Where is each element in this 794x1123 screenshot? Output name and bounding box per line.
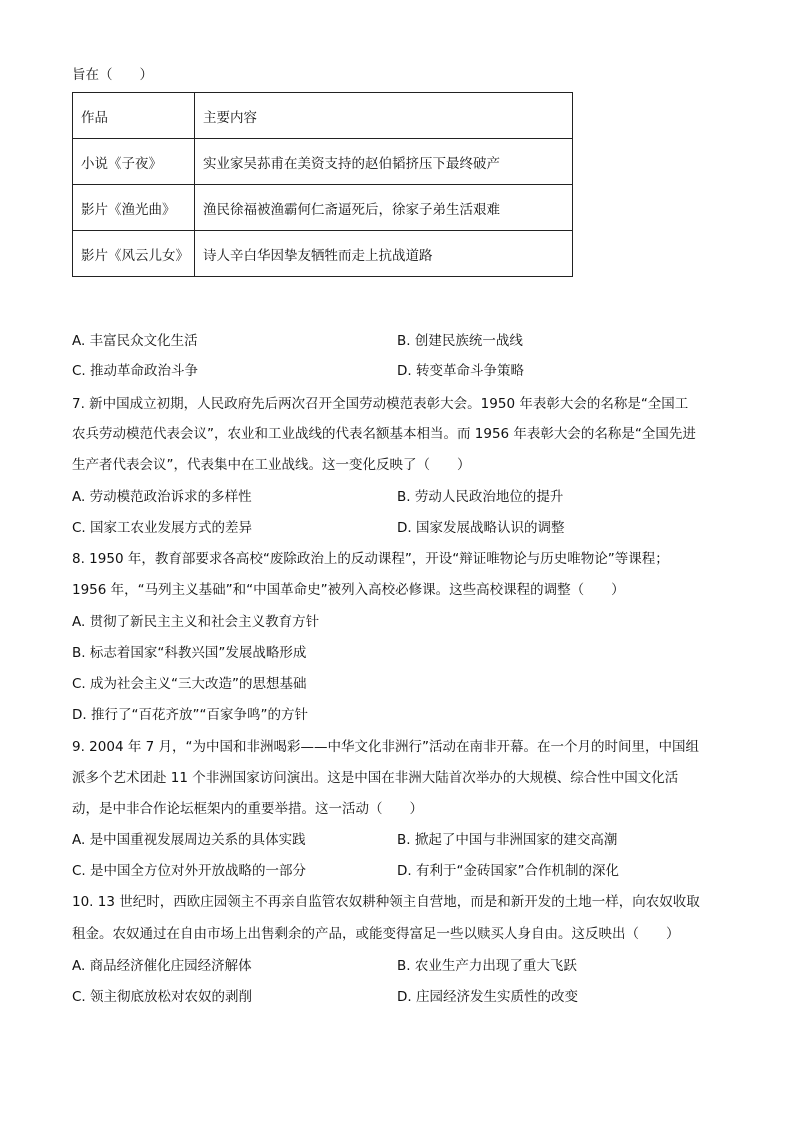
q9-option-b[interactable]: B. 掀起了中国与非洲国家的建交高潮: [397, 832, 618, 848]
table-row: [73, 185, 573, 231]
question-9-line-2: 派多个艺术团赴 11 个非洲国家访问演出。这是中国在非洲大陆首次举办的大规模、综合性中国文化活: [72, 770, 679, 786]
q10-option-c[interactable]: C. 领主彻底放松对农奴的剥削: [72, 989, 253, 1005]
table-cell: 小说《子夜》: [73, 139, 195, 185]
question-6-stem-tail: 旨在（ ）: [72, 67, 153, 83]
q9-option-a[interactable]: A. 是中国重视发展周边关系的具体实践: [72, 832, 306, 848]
question-7-line-1: 7. 新中国成立初期，人民政府先后两次召开全国劳动模范表彰大会。1950 年表彰大会的名称是“全国工: [72, 396, 689, 412]
table-cell: 实业家吴荪甫在美资支持的赵伯韬挤压下最终破产: [195, 139, 573, 185]
q7-option-b[interactable]: B. 劳动人民政治地位的提升: [397, 489, 564, 505]
works-table: [72, 92, 573, 277]
question-10-line-2: 租金。农奴通过在自由市场上出售剩余的产品，或能变得富足一些以赎买人身自由。这反映出（ ）: [72, 926, 680, 942]
q6-option-d[interactable]: D. 转变革命斗争策略: [397, 363, 524, 379]
q7-option-c[interactable]: C. 国家工农业发展方式的差异: [72, 520, 253, 536]
question-7-line-3: 生产者代表会议”，代表集中在工业战线。这一变化反映了（ ）: [72, 457, 471, 473]
q7-option-d[interactable]: D. 国家发展战略认识的调整: [397, 520, 565, 536]
q6-option-a[interactable]: A. 丰富民众文化生活: [72, 333, 198, 349]
q10-option-a[interactable]: A. 商品经济催化庄园经济解体: [72, 958, 252, 974]
q9-option-d[interactable]: D. 有利于“金砖国家”合作机制的深化: [397, 863, 619, 879]
table-header-cell: 主要内容: [195, 93, 573, 139]
table-cell: 渔民徐福被渔霸何仁斋逼死后，徐家子弟生活艰难: [195, 185, 573, 231]
q8-option-c[interactable]: C. 成为社会主义“三大改造”的思想基础: [72, 676, 307, 692]
table-header-cell: 作品: [73, 93, 195, 139]
table-cell: 诗人辛白华因挚友牺牲而走上抗战道路: [195, 231, 573, 277]
q6-option-b[interactable]: B. 创建民族统一战线: [397, 333, 523, 349]
table-cell: 影片《风云儿女》: [73, 231, 195, 277]
q8-option-d[interactable]: D. 推行了“百花齐放”“百家争鸣”的方针: [72, 707, 308, 723]
question-8-line-1: 8. 1950 年，教育部要求各高校“废除政治上的反动课程”，开设“辩证唯物论与历史唯物论”等课程；: [72, 551, 669, 567]
q10-option-b[interactable]: B. 农业生产力出现了重大飞跃: [397, 958, 577, 974]
table-header-row: [73, 93, 573, 139]
question-9-line-1: 9. 2004 年 7 月，“为中国和非洲喝彩——中华文化非洲行”活动在南非开幕。在一个月的时间里，中国组: [72, 739, 699, 755]
table-row: [73, 231, 573, 277]
q7-option-a[interactable]: A. 劳动模范政治诉求的多样性: [72, 489, 252, 505]
table-cell: 影片《渔光曲》: [73, 185, 195, 231]
q8-option-b[interactable]: B. 标志着国家“科教兴国”发展战略形成: [72, 645, 307, 661]
question-9-line-3: 动，是中非合作论坛框架内的重要举措。这一活动（ ）: [72, 801, 423, 817]
table-row: [73, 139, 573, 185]
question-10-line-1: 10. 13 世纪时，西欧庄园领主不再亲自监管农奴耕种领主自营地，而是和新开发的土地一样，向农奴收取: [72, 894, 700, 910]
q8-option-a[interactable]: A. 贯彻了新民主主义和社会主义教育方针: [72, 614, 320, 630]
question-7-line-2: 农兵劳动模范代表会议”，农业和工业战线的代表名额基本相当。而 1956 年表彰大会的名称是“全国先进: [72, 426, 696, 442]
q9-option-c[interactable]: C. 是中国全方位对外开放战略的一部分: [72, 863, 307, 879]
question-8-line-2: 1956 年，“马列主义基础”和“中国革命史”被列入高校必修课。这些高校课程的调整（ ）: [72, 582, 625, 598]
q10-option-d[interactable]: D. 庄园经济发生实质性的改变: [397, 989, 578, 1005]
q6-option-c[interactable]: C. 推动革命政治斗争: [72, 363, 199, 379]
